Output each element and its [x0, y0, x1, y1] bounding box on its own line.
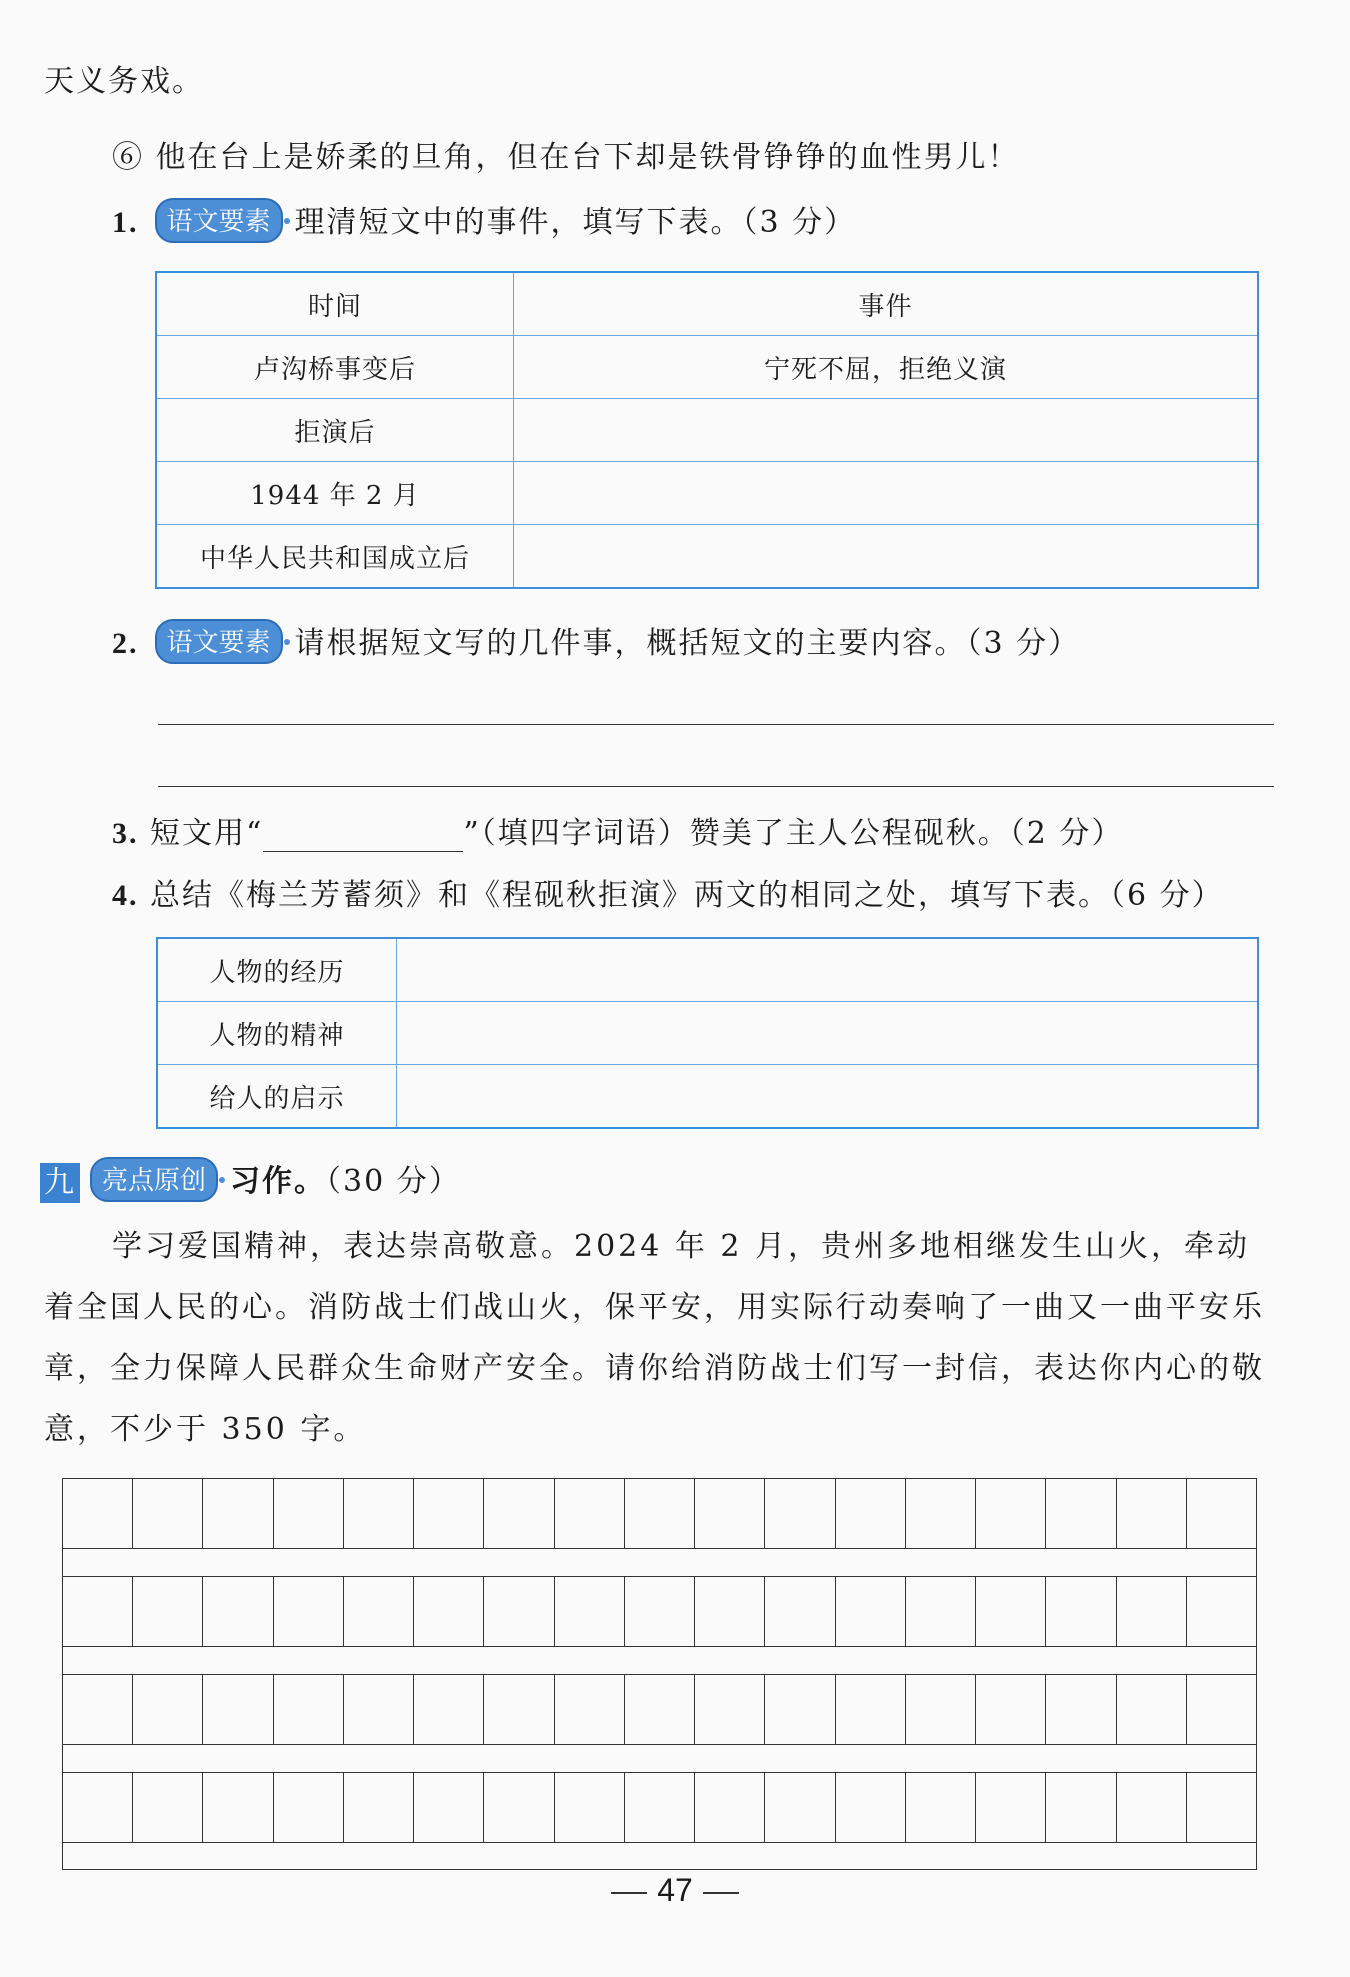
question-text: 理清短文中的事件，填写下表。（3 分） — [294, 205, 857, 240]
grid-cell[interactable] — [1186, 1577, 1256, 1647]
literacy-tag: 语文要素 — [155, 198, 283, 243]
grid-cell[interactable] — [905, 1479, 975, 1549]
answer-line[interactable] — [158, 724, 1274, 725]
grid-cell[interactable] — [133, 1577, 203, 1647]
question-text: 请根据短文写的几件事，概括短文的主要内容。（3 分） — [294, 626, 1081, 661]
blank-field[interactable] — [263, 821, 463, 852]
question-text-post: ”（填四字词语）赞美了主人公程砚秋。（2 分） — [463, 816, 1124, 851]
table-cell-time: 拒演后 — [156, 399, 514, 462]
grid-cell[interactable] — [695, 1479, 765, 1549]
table-row-label: 人物的精神 — [157, 1002, 397, 1065]
grid-cell[interactable] — [976, 1577, 1046, 1647]
grid-cell[interactable] — [343, 1479, 413, 1549]
table-cell-event[interactable] — [514, 399, 1259, 462]
grid-cell[interactable] — [1046, 1577, 1116, 1647]
question-1 — [112, 197, 856, 245]
grid-cell[interactable] — [63, 1479, 133, 1549]
grid-cell[interactable] — [484, 1675, 554, 1745]
answer-cell[interactable] — [397, 1065, 1259, 1129]
literacy-tag: 语文要素 — [155, 619, 283, 664]
question-number: 1. — [112, 206, 139, 239]
grid-cell[interactable] — [1186, 1773, 1256, 1843]
grid-cell[interactable] — [1116, 1577, 1186, 1647]
grid-cell[interactable] — [624, 1675, 694, 1745]
grid-cell[interactable] — [835, 1773, 905, 1843]
grid-cell[interactable] — [765, 1773, 835, 1843]
question-number: 4. — [112, 879, 139, 912]
grid-cell[interactable] — [554, 1577, 624, 1647]
grid-row[interactable] — [62, 1772, 1257, 1843]
table-header-time: 时间 — [156, 272, 514, 336]
question-text: 总结《梅兰芳蓄须》和《程砚秋拒演》两文的相同之处，填写下表。（6 分） — [150, 878, 1224, 913]
grid-cell[interactable] — [1046, 1675, 1116, 1745]
grid-cell[interactable] — [765, 1479, 835, 1549]
grid-cell[interactable] — [624, 1773, 694, 1843]
grid-cell[interactable] — [1116, 1773, 1186, 1843]
grid-cell[interactable] — [765, 1577, 835, 1647]
item-6-text: ⑥ 他在台上是娇柔的旦角，但在台下却是铁骨铮铮的血性男儿！ — [112, 140, 1020, 175]
grid-spacer — [62, 1646, 1257, 1674]
grid-row[interactable] — [62, 1674, 1257, 1745]
answer-line[interactable] — [158, 786, 1274, 787]
grid-cell[interactable] — [905, 1773, 975, 1843]
grid-cell[interactable] — [484, 1577, 554, 1647]
grid-cell[interactable] — [343, 1577, 413, 1647]
grid-spacer — [62, 1744, 1257, 1772]
question-4 — [112, 870, 1224, 914]
grid-cell[interactable] — [203, 1577, 273, 1647]
grid-cell[interactable] — [554, 1675, 624, 1745]
essay-prompt: 学习爱国精神，表达崇高敬意。2024 年 2 月，贵州多地相继发生山火，牵动着全国人民的心。消防战士们战山火，保平安，用实际行动奏响了一曲又一曲平安乐章，全力保障人民群众生命财产安全。请你给消防战士们写一封信，表达你内心的敬意，不少于 350 字。 — [44, 1229, 1265, 1447]
grid-cell[interactable] — [976, 1773, 1046, 1843]
section-badge: 九 — [40, 1163, 80, 1203]
question-number: 2. — [112, 627, 139, 660]
grid-cell[interactable] — [273, 1479, 343, 1549]
grid-cell[interactable] — [1186, 1479, 1256, 1549]
grid-row[interactable] — [62, 1576, 1257, 1647]
grid-cell[interactable] — [554, 1773, 624, 1843]
grid-cell[interactable] — [133, 1773, 203, 1843]
grid-cell[interactable] — [63, 1577, 133, 1647]
grid-cell[interactable] — [1046, 1773, 1116, 1843]
grid-cell[interactable] — [624, 1479, 694, 1549]
events-table — [155, 271, 1259, 589]
grid-cell[interactable] — [133, 1479, 203, 1549]
table-cell-event[interactable]: 宁死不屈，拒绝义演 — [514, 336, 1259, 399]
grid-cell[interactable] — [414, 1577, 484, 1647]
section-title: 习作。 — [230, 1164, 327, 1199]
grid-cell[interactable] — [63, 1773, 133, 1843]
grid-cell[interactable] — [976, 1675, 1046, 1745]
section-9-heading — [40, 1156, 461, 1204]
grid-cell[interactable] — [1046, 1479, 1116, 1549]
grid-cell[interactable] — [63, 1675, 133, 1745]
table-cell-event[interactable] — [514, 462, 1259, 525]
grid-cell[interactable] — [273, 1577, 343, 1647]
grid-row[interactable] — [62, 1478, 1257, 1549]
grid-cell[interactable] — [905, 1577, 975, 1647]
grid-cell[interactable] — [1116, 1479, 1186, 1549]
table-row-label: 人物的经历 — [157, 938, 397, 1002]
table-cell-time: 中华人民共和国成立后 — [156, 525, 514, 589]
grid-cell[interactable] — [695, 1577, 765, 1647]
table-header-event: 事件 — [514, 272, 1259, 336]
grid-cell[interactable] — [695, 1675, 765, 1745]
table-cell-event[interactable] — [514, 525, 1259, 589]
question-2 — [112, 618, 1080, 666]
grid-cell[interactable] — [554, 1479, 624, 1549]
grid-cell[interactable] — [835, 1479, 905, 1549]
page-number: 47 — [0, 1872, 1350, 1909]
grid-cell[interactable] — [624, 1577, 694, 1647]
question-3 — [112, 808, 1123, 852]
comparison-table — [156, 937, 1259, 1129]
grid-cell[interactable] — [343, 1773, 413, 1843]
grid-cell[interactable] — [203, 1479, 273, 1549]
grid-cell[interactable] — [695, 1773, 765, 1843]
grid-cell[interactable] — [484, 1479, 554, 1549]
grid-cell[interactable] — [484, 1773, 554, 1843]
grid-cell[interactable] — [273, 1773, 343, 1843]
answer-cell[interactable] — [397, 938, 1259, 1002]
grid-spacer — [62, 1548, 1257, 1576]
table-row-label: 给人的启示 — [157, 1065, 397, 1129]
question-text-pre: 短文用“ — [150, 816, 264, 851]
grid-cell[interactable] — [133, 1675, 203, 1745]
grid-cell[interactable] — [414, 1773, 484, 1843]
grid-cell[interactable] — [765, 1675, 835, 1745]
grid-spacer — [62, 1842, 1257, 1870]
original-tag: 亮点原创 — [90, 1157, 218, 1202]
answer-cell[interactable] — [397, 1002, 1259, 1065]
grid-cell[interactable] — [414, 1675, 484, 1745]
grid-cell[interactable] — [835, 1577, 905, 1647]
table-cell-time: 卢沟桥事变后 — [156, 336, 514, 399]
grid-cell[interactable] — [905, 1675, 975, 1745]
grid-cell[interactable] — [1186, 1675, 1256, 1745]
grid-cell[interactable] — [343, 1675, 413, 1745]
grid-cell[interactable] — [835, 1675, 905, 1745]
section-score: （30 分） — [326, 1164, 461, 1199]
grid-cell[interactable] — [203, 1773, 273, 1843]
grid-cell[interactable] — [976, 1479, 1046, 1549]
grid-cell[interactable] — [273, 1675, 343, 1745]
table-cell-time: 1944 年 2 月 — [156, 462, 514, 525]
grid-cell[interactable] — [414, 1479, 484, 1549]
grid-cell[interactable] — [1116, 1675, 1186, 1745]
carryover-text: 天义务戏。 — [44, 64, 204, 99]
grid-cell[interactable] — [203, 1675, 273, 1745]
question-number: 3. — [112, 817, 139, 850]
